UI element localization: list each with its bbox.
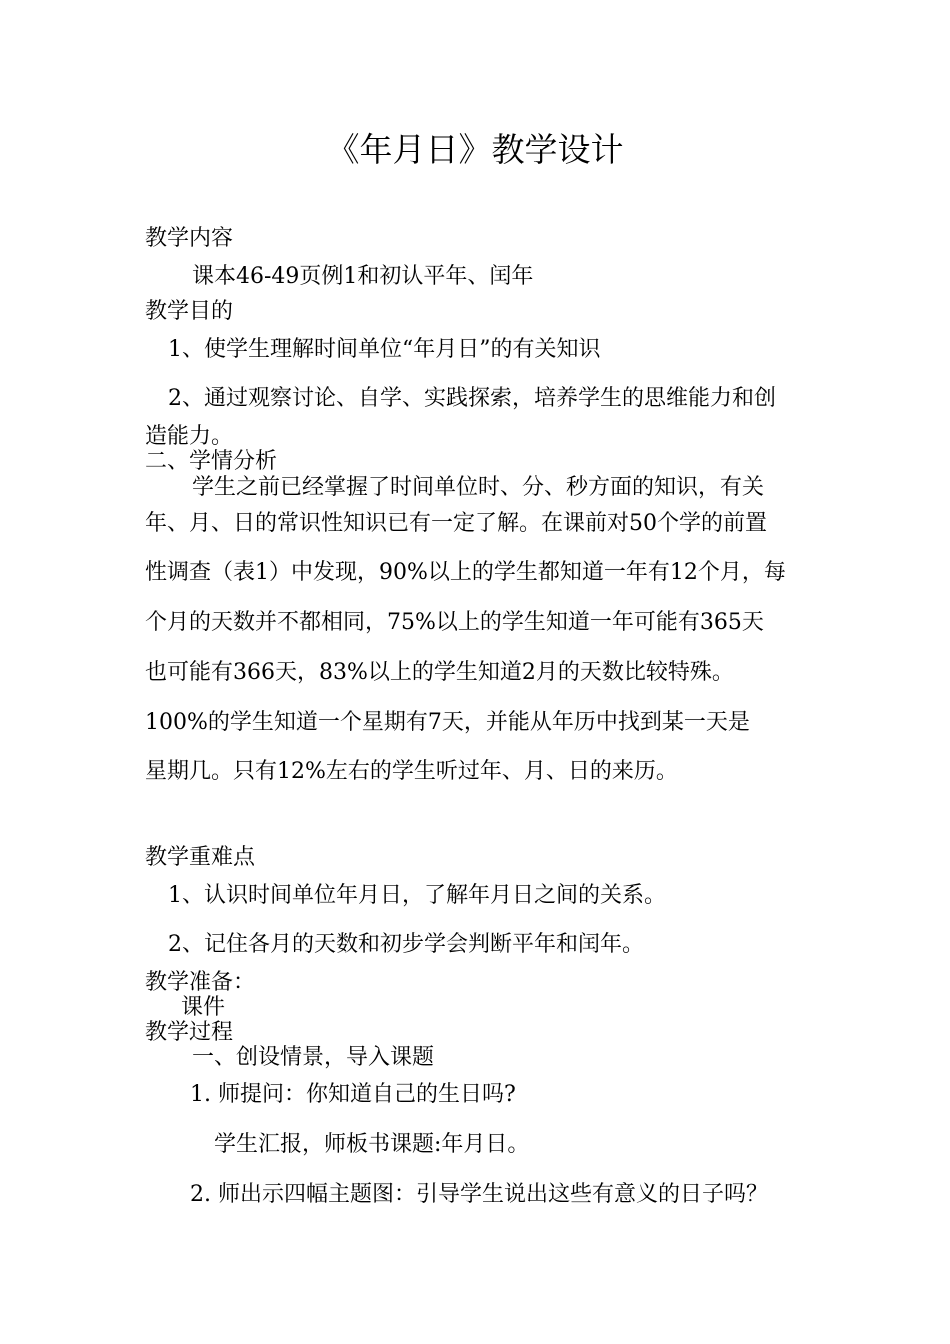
process-step-1-sub: 学生汇报，师板书课题:年月日。 xyxy=(214,1132,530,1157)
analysis-line-4: 个月的天数并不都相同，75%以上的学生知道一年可能有365天 xyxy=(145,610,764,635)
key-point-item-1: 1、认识时间单位年月日，了解年月日之间的关系。 xyxy=(168,883,666,908)
goal-item-2-line-2: 造能力。 xyxy=(145,424,234,449)
process-step-1: 1. 师提问：你知道自己的生日吗? xyxy=(190,1082,516,1107)
key-point-item-2: 2、记住各月的天数和初步学会判断平年和闰年。 xyxy=(168,932,644,957)
prep-heading: 教学准备： xyxy=(145,970,256,995)
analysis-heading: 二、学情分析 xyxy=(145,449,278,474)
content-text: 课本46-49页例1和初认平年、闰年 xyxy=(192,264,534,289)
process-heading: 教学过程 xyxy=(145,1020,234,1045)
prep-item: 课件 xyxy=(181,995,226,1020)
analysis-line-6: 100%的学生知道一个星期有7天，并能从年历中找到某一天是 xyxy=(145,710,750,735)
goals-heading: 教学目的 xyxy=(145,299,234,324)
analysis-line-1: 学生之前已经掌握了时间单位时、分、秒方面的知识，有关 xyxy=(192,475,765,500)
analysis-line-2: 年、月、日的常识性知识已有一定了解。在课前对50个学的前置 xyxy=(145,511,767,536)
document-title: 《年月日》教学设计 xyxy=(326,130,624,169)
analysis-line-5: 也可能有366天，83%以上的学生知道2月的天数比较特殊。 xyxy=(145,660,734,685)
goal-item-2-line-1: 2、通过观察讨论、自学、实践探索，培养学生的思维能力和创 xyxy=(168,386,776,411)
key-points-heading: 教学重难点 xyxy=(145,845,256,870)
analysis-line-7: 星期几。只有12%左右的学生听过年、月、日的来历。 xyxy=(145,759,678,784)
content-heading: 教学内容 xyxy=(145,226,234,251)
analysis-line-3: 性调查（表1）中发现，90%以上的学生都知道一年有12个月，每 xyxy=(145,560,786,585)
process-section-1: 一、创设情景，导入课题 xyxy=(192,1045,435,1070)
process-step-2: 2. 师出示四幅主题图：引导学生说出这些有意义的日子吗？ xyxy=(190,1182,768,1207)
goal-item-1: 1、使学生理解时间单位“年月日”的有关知识 xyxy=(168,337,601,362)
